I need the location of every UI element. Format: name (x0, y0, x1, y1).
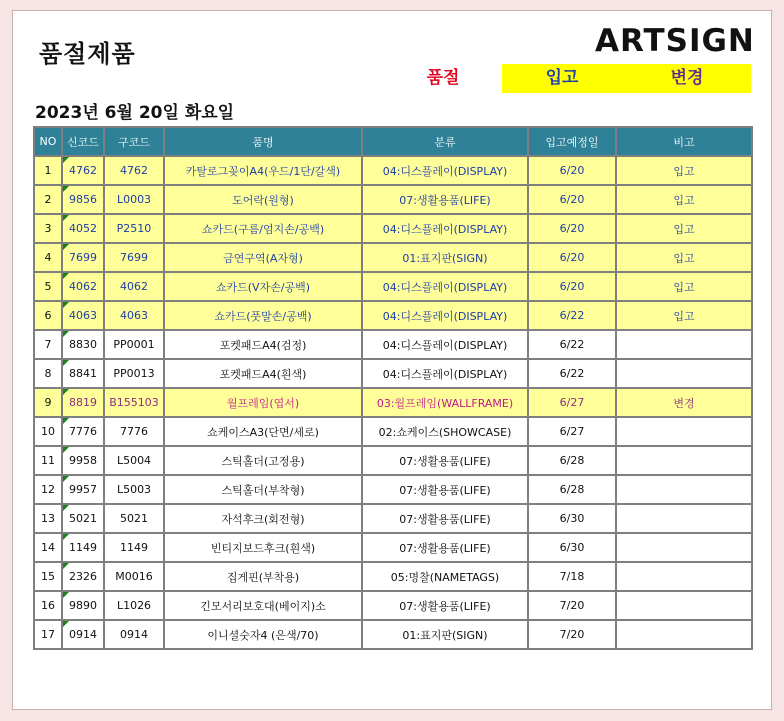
cell-category[interactable]: 04:디스플레이(DISPLAY) (362, 156, 528, 185)
cell-new-code-text: 2326 (69, 570, 97, 583)
comment-indicator-icon (63, 534, 69, 540)
spreadsheet-sheet (12, 10, 772, 710)
col-header-product-name: 품명 (164, 127, 362, 156)
cell-new-code-text: 4762 (69, 164, 97, 177)
table-row (34, 330, 752, 359)
table-row (34, 272, 752, 301)
comment-indicator-icon (63, 302, 69, 308)
comment-indicator-icon (63, 418, 69, 424)
cell-product-name[interactable]: 도어락(원형) (164, 185, 362, 214)
cell-arrival-date[interactable]: 6/27 (528, 388, 616, 417)
cell-no[interactable]: 16 (34, 591, 62, 620)
cell-category[interactable]: 07:생활용품(LIFE) (362, 504, 528, 533)
table-row (34, 620, 752, 649)
cell-product-name[interactable]: 스틱홀더(고정용) (164, 446, 362, 475)
cell-product-name[interactable]: 빈티지보드후크(흰색) (164, 533, 362, 562)
comment-indicator-icon (63, 186, 69, 192)
cell-new-code[interactable] (62, 620, 104, 649)
cell-note[interactable]: 변경 (616, 388, 752, 417)
cell-category[interactable]: 05:명찰(NAMETAGS) (362, 562, 528, 591)
comment-indicator-icon (63, 389, 69, 395)
cell-product-name[interactable]: 카탈로그꽂이A4(우드/1단/갈색) (164, 156, 362, 185)
legend-highlight-box (502, 64, 751, 93)
comment-indicator-icon (63, 215, 69, 221)
cell-old-code[interactable]: M0016 (104, 562, 164, 591)
cell-new-code[interactable] (62, 446, 104, 475)
cell-note[interactable] (616, 591, 752, 620)
cell-new-code[interactable] (62, 214, 104, 243)
cell-arrival-date[interactable]: 6/20 (528, 243, 616, 272)
table-row (34, 591, 752, 620)
cell-old-code[interactable]: 5021 (104, 504, 164, 533)
cell-product-name[interactable]: 쇼케이스A3(단면/세로) (164, 417, 362, 446)
cell-old-code[interactable]: 1149 (104, 533, 164, 562)
cell-category[interactable]: 04:디스플레이(DISPLAY) (362, 214, 528, 243)
cell-old-code[interactable]: 4762 (104, 156, 164, 185)
brand-logo: ARTSIGN (595, 23, 755, 59)
cell-note[interactable]: 입고 (616, 185, 752, 214)
cell-arrival-date[interactable]: 6/28 (528, 475, 616, 504)
table-row (34, 243, 752, 272)
comment-indicator-icon (63, 476, 69, 482)
cell-note[interactable] (616, 562, 752, 591)
cell-old-code[interactable]: 4063 (104, 301, 164, 330)
cell-arrival-date[interactable]: 6/20 (528, 185, 616, 214)
cell-note[interactable]: 입고 (616, 243, 752, 272)
comment-indicator-icon (63, 360, 69, 366)
cell-arrival-date[interactable]: 7/20 (528, 591, 616, 620)
cell-no[interactable]: 9 (34, 388, 62, 417)
cell-new-code-text: 9958 (69, 454, 97, 467)
comment-indicator-icon (63, 505, 69, 511)
cell-old-code[interactable]: PP0001 (104, 330, 164, 359)
cell-new-code-text: 0914 (69, 628, 97, 641)
cell-category[interactable]: 07:생활용품(LIFE) (362, 591, 528, 620)
cell-new-code-text: 7699 (69, 251, 97, 264)
cell-product-name[interactable]: 자석후크(회전형) (164, 504, 362, 533)
sold-out-table (33, 126, 753, 650)
col-header-old-code: 구코드 (104, 127, 164, 156)
cell-category[interactable]: 07:생활용품(LIFE) (362, 185, 528, 214)
cell-new-code[interactable] (62, 388, 104, 417)
cell-category[interactable]: 07:생활용품(LIFE) (362, 533, 528, 562)
cell-note[interactable]: 입고 (616, 272, 752, 301)
cell-arrival-date[interactable]: 6/20 (528, 156, 616, 185)
col-header-new-code: 신코드 (62, 127, 104, 156)
cell-arrival-date[interactable]: 7/18 (528, 562, 616, 591)
cell-no[interactable]: 13 (34, 504, 62, 533)
comment-indicator-icon (63, 157, 69, 163)
cell-note[interactable] (616, 446, 752, 475)
cell-old-code[interactable]: PP0013 (104, 359, 164, 388)
cell-new-code[interactable] (62, 301, 104, 330)
cell-new-code[interactable] (62, 185, 104, 214)
table-row (34, 417, 752, 446)
cell-product-name[interactable]: 쇼카드(풋말손/공백) (164, 301, 362, 330)
legend-in-stock: 입고 (545, 68, 579, 88)
cell-no[interactable]: 4 (34, 243, 62, 272)
table-row (34, 533, 752, 562)
cell-category[interactable]: 03:월프레임(WALLFRAME) (362, 388, 528, 417)
cell-new-code[interactable] (62, 330, 104, 359)
table-row (34, 156, 752, 185)
cell-note[interactable]: 입고 (616, 301, 752, 330)
cell-no[interactable]: 11 (34, 446, 62, 475)
comment-indicator-icon (63, 447, 69, 453)
cell-old-code[interactable]: L5003 (104, 475, 164, 504)
cell-new-code-text: 1149 (69, 541, 97, 554)
cell-category[interactable]: 01:표지판(SIGN) (362, 620, 528, 649)
cell-category[interactable]: 04:디스플레이(DISPLAY) (362, 272, 528, 301)
table-row (34, 475, 752, 504)
cell-no[interactable]: 3 (34, 214, 62, 243)
cell-new-code-text: 8841 (69, 367, 97, 380)
comment-indicator-icon (63, 621, 69, 627)
cell-arrival-date[interactable]: 6/28 (528, 446, 616, 475)
cell-note[interactable]: 입고 (616, 214, 752, 243)
cell-note[interactable] (616, 417, 752, 446)
cell-note[interactable] (616, 620, 752, 649)
cell-old-code[interactable]: L0003 (104, 185, 164, 214)
report-date: 2023년 6월 20일 화요일 (35, 103, 235, 123)
cell-old-code[interactable]: 4062 (104, 272, 164, 301)
cell-arrival-date[interactable]: 6/30 (528, 504, 616, 533)
table-header-row (34, 127, 752, 156)
cell-new-code[interactable] (62, 359, 104, 388)
cell-product-name[interactable]: 포켓패드A4(흰색) (164, 359, 362, 388)
cell-arrival-date[interactable]: 6/20 (528, 214, 616, 243)
table-row (34, 359, 752, 388)
comment-indicator-icon (63, 273, 69, 279)
comment-indicator-icon (63, 592, 69, 598)
cell-no[interactable]: 12 (34, 475, 62, 504)
table-row (34, 214, 752, 243)
cell-arrival-date[interactable]: 6/20 (528, 272, 616, 301)
cell-category[interactable]: 01:표지판(SIGN) (362, 243, 528, 272)
cell-no[interactable]: 5 (34, 272, 62, 301)
cell-note[interactable] (616, 359, 752, 388)
cell-new-code[interactable] (62, 533, 104, 562)
cell-new-code-text: 4063 (69, 309, 97, 322)
cell-no[interactable]: 2 (34, 185, 62, 214)
cell-category[interactable]: 04:디스플레이(DISPLAY) (362, 359, 528, 388)
cell-category[interactable]: 04:디스플레이(DISPLAY) (362, 301, 528, 330)
cell-no[interactable]: 10 (34, 417, 62, 446)
cell-category[interactable]: 07:생활용품(LIFE) (362, 446, 528, 475)
cell-old-code[interactable]: L1026 (104, 591, 164, 620)
cell-no[interactable]: 1 (34, 156, 62, 185)
cell-product-name[interactable]: 스틱홀더(부착형) (164, 475, 362, 504)
comment-indicator-icon (63, 331, 69, 337)
cell-no[interactable]: 15 (34, 562, 62, 591)
cell-old-code[interactable]: 0914 (104, 620, 164, 649)
cell-new-code-text: 7776 (69, 425, 97, 438)
comment-indicator-icon (63, 563, 69, 569)
page-title: 품절제품 (39, 40, 136, 68)
cell-new-code[interactable] (62, 243, 104, 272)
table-row (34, 446, 752, 475)
cell-no[interactable]: 7 (34, 330, 62, 359)
cell-new-code-text: 4052 (69, 222, 97, 235)
cell-note[interactable] (616, 330, 752, 359)
cell-note[interactable] (616, 533, 752, 562)
cell-new-code[interactable] (62, 417, 104, 446)
cell-note[interactable]: 입고 (616, 156, 752, 185)
col-header-arrival-date: 입고예정일 (528, 127, 616, 156)
cell-arrival-date[interactable]: 6/22 (528, 330, 616, 359)
cell-product-name[interactable]: 긴모서리보호대(베이지)소 (164, 591, 362, 620)
cell-no[interactable]: 17 (34, 620, 62, 649)
cell-arrival-date[interactable]: 7/20 (528, 620, 616, 649)
cell-product-name[interactable]: 이니셜숫자4 (은색/70) (164, 620, 362, 649)
cell-new-code[interactable] (62, 272, 104, 301)
cell-product-name[interactable]: 쇼카드(구름/엄지손/공백) (164, 214, 362, 243)
cell-no[interactable]: 6 (34, 301, 62, 330)
cell-category[interactable]: 02:쇼케이스(SHOWCASE) (362, 417, 528, 446)
col-header-note: 비고 (616, 127, 752, 156)
cell-product-name[interactable]: 포켓패드A4(검정) (164, 330, 362, 359)
cell-old-code[interactable]: 7776 (104, 417, 164, 446)
cell-no[interactable]: 8 (34, 359, 62, 388)
col-header-category: 분류 (362, 127, 528, 156)
cell-new-code[interactable] (62, 504, 104, 533)
cell-old-code[interactable]: P2510 (104, 214, 164, 243)
cell-new-code-text: 5021 (69, 512, 97, 525)
cell-new-code-text: 8830 (69, 338, 97, 351)
cell-note[interactable] (616, 475, 752, 504)
cell-new-code-text: 9957 (69, 483, 97, 496)
table-row (34, 388, 752, 417)
cell-old-code[interactable]: L5004 (104, 446, 164, 475)
cell-product-name[interactable]: 집게핀(부착용) (164, 562, 362, 591)
cell-old-code[interactable]: 7699 (104, 243, 164, 272)
cell-new-code-text: 9856 (69, 193, 97, 206)
cell-product-name[interactable]: 쇼카드(V자손/공백) (164, 272, 362, 301)
cell-product-name[interactable]: 금연구역(A자형) (164, 243, 362, 272)
table-row (34, 504, 752, 533)
legend-sold-out: 품절 (426, 68, 460, 88)
comment-indicator-icon (63, 244, 69, 250)
cell-arrival-date[interactable]: 6/27 (528, 417, 616, 446)
cell-new-code[interactable] (62, 562, 104, 591)
cell-new-code[interactable] (62, 156, 104, 185)
table-row (34, 301, 752, 330)
cell-new-code-text: 8819 (69, 396, 97, 409)
cell-no[interactable]: 14 (34, 533, 62, 562)
table-body (34, 156, 752, 649)
cell-category[interactable]: 04:디스플레이(DISPLAY) (362, 330, 528, 359)
cell-category[interactable]: 07:생활용품(LIFE) (362, 475, 528, 504)
cell-new-code[interactable] (62, 475, 104, 504)
cell-arrival-date[interactable]: 6/22 (528, 301, 616, 330)
cell-arrival-date[interactable]: 6/30 (528, 533, 616, 562)
legend-changed: 변경 (670, 68, 704, 88)
cell-arrival-date[interactable]: 6/22 (528, 359, 616, 388)
cell-new-code-text: 9890 (69, 599, 97, 612)
cell-new-code-text: 4062 (69, 280, 97, 293)
table-row (34, 185, 752, 214)
cell-note[interactable] (616, 504, 752, 533)
cell-new-code[interactable] (62, 591, 104, 620)
col-header-no: NO (34, 127, 62, 156)
table-row (34, 562, 752, 591)
cell-old-code[interactable]: B155103 (104, 388, 164, 417)
cell-product-name[interactable]: 월프레임(엽서) (164, 388, 362, 417)
